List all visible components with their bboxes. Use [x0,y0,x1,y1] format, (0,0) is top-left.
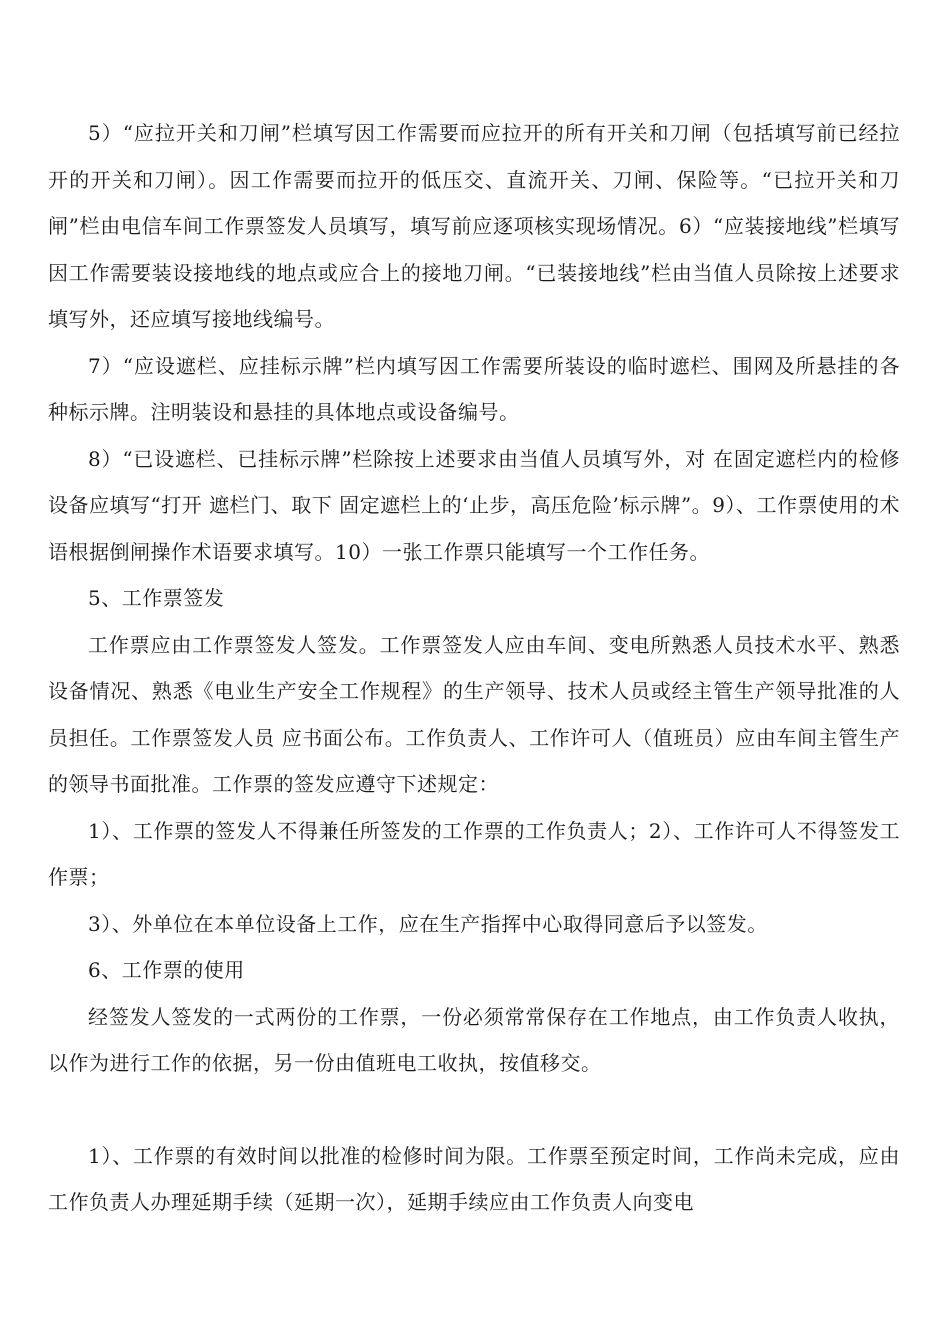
paragraph-external-units: 3）、外单位在本单位设备上工作，应在生产指挥中心取得同意后予以签发。 [88,911,768,936]
paragraph-issuer-restrictions: 1）、工作票的签发人不得兼任所签发的工作票的工作负责人；2）、工作许可人不得签发工作票； [48,818,900,889]
document-body [48,110,900,1226]
section-heading-usage: 6、工作票的使用 [88,958,245,982]
paragraph-usage-copies: 经签发人签发的一式两份的工作票，一份必须常常保存在工作地点，由工作负责人收执，以作为进行工作的依据，另一份由值班电工收执，按值移交。 [48,1004,900,1075]
section-heading-issuance: 5、工作票签发 [88,586,225,610]
paragraph-validity-period: 1）、工作票的有效时间以批准的检修时间为限。工作票至预定时间，工作尚未完成，应由工作负责人办理延期手续（延期一次），延期手续应由工作负责人向变电 [48,1143,900,1214]
paragraph-gap [48,1087,900,1133]
paragraph-barrier-fields: 7）“应设遮栏、应挂标示牌”栏内填写因工作需要所装设的临时遮栏、围网及所悬挂的各种标示牌。注明装设和悬挂的具体地点或设备编号。 [48,353,900,424]
paragraph-installed-barriers: 8）“已设遮栏、已挂标示牌”栏除按上述要求由当值人员填写外，对 在固定遮栏内的检修设备应填写“打开 遮栏门、取下 固定遮栏上的‘止步，高压危险’标示牌”。9）、工作票使用的术语根据倒闸操作术语要求填写。10）一张工作票只能填写一个工作任务。 [48,446,900,564]
paragraph-issuance-rules: 工作票应由工作票签发人签发。工作票签发人应由车间、变电所熟悉人员技术水平、熟悉设备情况、熟悉《电业生产安全工作规程》的生产领导、技术人员或经主管生产领导批准的人员担任。工作票签发人员 应书面公布。工作负责人、工作许可人（值班员）应由车间主管生产的领导书面批准。工作票的签发应遵守下述规定： [48,632,900,796]
paragraph-switch-fields: 5）“应拉开关和刀闸”栏填写因工作需要而应拉开的所有开关和刀闸（包括填写前已经拉开的开关和刀闸）。因工作需要而拉开的低压交、直流开关、刀闸、保险等。“已拉开关和刀闸”栏由电信车间工作票签发人员填写，填写前应逐项核实现场情况。6）“应装接地线”栏填写因工作需要装设接地线的地点或应合上的接地刀闸。“已装接地线”栏由当值人员除按上述要求填写外，还应填写接地线编号。 [48,121,900,331]
